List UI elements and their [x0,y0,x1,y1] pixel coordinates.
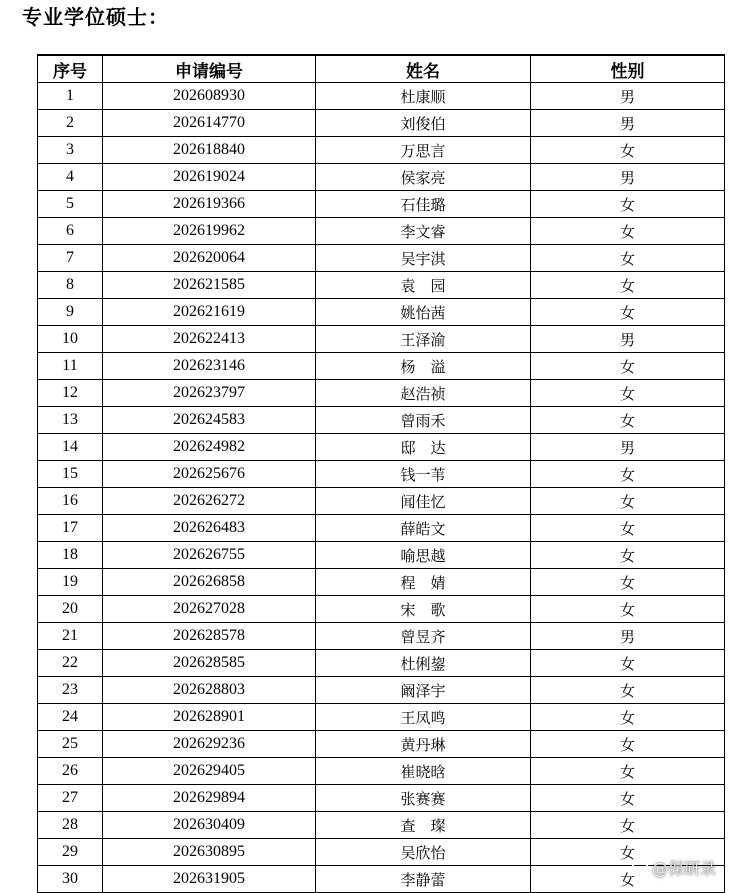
cell-index: 5 [38,191,103,218]
column-header-gender: 性别 [531,55,725,83]
cell-name: 闻佳忆 [316,488,531,515]
cell-gender: 女 [531,569,725,596]
table-row [38,245,725,272]
cell-application-number: 202618840 [103,137,316,164]
cell-name: 侯家亮 [316,164,531,191]
cell-index: 16 [38,488,103,515]
cell-index: 6 [38,218,103,245]
cell-gender: 男 [531,326,725,353]
cell-gender: 女 [531,461,725,488]
cell-application-number: 202626483 [103,515,316,542]
cell-index: 11 [38,353,103,380]
cell-name: 曾昱齐 [316,623,531,650]
cell-name: 万思言 [316,137,531,164]
cell-index: 13 [38,407,103,434]
table-row [38,623,725,650]
table-row [38,731,725,758]
watermark-text: @保研录 [651,859,716,878]
cell-name: 姚怡茜 [316,299,531,326]
cell-name: 黄丹琳 [316,731,531,758]
cell-index: 22 [38,650,103,677]
cell-gender: 女 [531,191,725,218]
cell-index: 4 [38,164,103,191]
cell-gender: 女 [531,380,725,407]
cell-gender: 女 [531,272,725,299]
cell-index: 15 [38,461,103,488]
cell-index: 9 [38,299,103,326]
table-row [38,488,725,515]
cell-application-number: 202614770 [103,110,316,137]
cell-name: 李文睿 [316,218,531,245]
cell-gender: 女 [531,677,725,704]
cell-index: 26 [38,758,103,785]
table-row [38,110,725,137]
cell-name: 钱一苇 [316,461,531,488]
cell-index: 8 [38,272,103,299]
cell-application-number: 202629405 [103,758,316,785]
cell-application-number: 202619366 [103,191,316,218]
cell-application-number: 202626272 [103,488,316,515]
cell-name: 曾雨禾 [316,407,531,434]
cell-index: 18 [38,542,103,569]
cell-index: 10 [38,326,103,353]
column-header-application-number: 申请编号 [103,55,316,83]
table-row [38,353,725,380]
cell-gender: 女 [531,866,725,893]
cell-index: 17 [38,515,103,542]
cell-gender: 女 [531,704,725,731]
cell-name: 薛皓文 [316,515,531,542]
cell-gender: 女 [531,758,725,785]
cell-name: 邸 达 [316,434,531,461]
cell-gender: 女 [531,542,725,569]
cell-gender: 女 [531,245,725,272]
cell-application-number: 202624583 [103,407,316,434]
cell-index: 27 [38,785,103,812]
cell-name: 喻思越 [316,542,531,569]
cell-index: 25 [38,731,103,758]
cell-gender: 女 [531,812,725,839]
cell-application-number: 202623146 [103,353,316,380]
cell-name: 宋 歌 [316,596,531,623]
cell-gender: 女 [531,488,725,515]
cell-gender: 女 [531,353,725,380]
table-row [38,137,725,164]
table-row [38,839,725,866]
cell-gender: 女 [531,650,725,677]
cell-application-number: 202608930 [103,83,316,110]
cell-name: 王泽渝 [316,326,531,353]
cell-application-number: 202621585 [103,272,316,299]
cell-application-number: 202619024 [103,164,316,191]
cell-name: 杜康顺 [316,83,531,110]
cell-index: 12 [38,380,103,407]
column-header-index: 序号 [38,55,103,83]
table-row [38,461,725,488]
table-row [38,515,725,542]
table-row [38,380,725,407]
chat-bubble-icon [631,861,649,875]
cell-name: 李静蕾 [316,866,531,893]
cell-name: 崔晓晗 [316,758,531,785]
cell-application-number: 202623797 [103,380,316,407]
table-row [38,83,725,110]
cell-name: 张赛赛 [316,785,531,812]
cell-index: 30 [38,866,103,893]
cell-application-number: 202628585 [103,650,316,677]
cell-application-number: 202628578 [103,623,316,650]
cell-application-number: 202629236 [103,731,316,758]
cell-application-number: 202627028 [103,596,316,623]
table-row [38,650,725,677]
table-row [38,326,725,353]
cell-index: 3 [38,137,103,164]
table-row [38,272,725,299]
table-row [38,785,725,812]
cell-gender: 女 [531,839,725,866]
cell-application-number: 202619962 [103,218,316,245]
cell-index: 29 [38,839,103,866]
table-body [38,83,725,893]
cell-application-number: 202628901 [103,704,316,731]
cell-name: 杜俐鋆 [316,650,531,677]
cell-name: 程 婧 [316,569,531,596]
cell-gender: 男 [531,623,725,650]
cell-name: 赵浩祯 [316,380,531,407]
cell-index: 7 [38,245,103,272]
table-row [38,569,725,596]
cell-index: 28 [38,812,103,839]
cell-gender: 女 [531,731,725,758]
table-row [38,299,725,326]
cell-gender: 女 [531,407,725,434]
cell-name: 吴欣怡 [316,839,531,866]
cell-application-number: 202626755 [103,542,316,569]
cell-name: 石佳璐 [316,191,531,218]
cell-application-number: 202628803 [103,677,316,704]
table-row [38,407,725,434]
cell-gender: 男 [531,164,725,191]
cell-gender: 男 [531,83,725,110]
table-row [38,704,725,731]
table-row [38,434,725,461]
table-header-row [38,55,725,83]
cell-index: 14 [38,434,103,461]
cell-index: 21 [38,623,103,650]
table-row [38,866,725,893]
cell-application-number: 202620064 [103,245,316,272]
table-row [38,191,725,218]
cell-gender: 女 [531,515,725,542]
column-header-name: 姓名 [316,55,531,83]
table-row [38,218,725,245]
cell-application-number: 202630895 [103,839,316,866]
cell-application-number: 202625676 [103,461,316,488]
table-row [38,812,725,839]
cell-gender: 女 [531,137,725,164]
page-title: 专业学位硕士： [22,5,169,29]
cell-application-number: 202624982 [103,434,316,461]
table-row [38,596,725,623]
cell-gender: 女 [531,785,725,812]
cell-name: 刘俊伯 [316,110,531,137]
cell-application-number: 202630409 [103,812,316,839]
cell-application-number: 202629894 [103,785,316,812]
watermark [631,856,716,879]
cell-index: 20 [38,596,103,623]
cell-application-number: 202631905 [103,866,316,893]
cell-name: 王凤鸣 [316,704,531,731]
cell-application-number: 202621619 [103,299,316,326]
table-row [38,758,725,785]
cell-name: 袁 园 [316,272,531,299]
cell-application-number: 202622413 [103,326,316,353]
cell-gender: 男 [531,434,725,461]
cell-index: 23 [38,677,103,704]
cell-index: 1 [38,83,103,110]
cell-index: 19 [38,569,103,596]
cell-name: 阚泽宇 [316,677,531,704]
table-row [38,677,725,704]
cell-index: 24 [38,704,103,731]
cell-gender: 女 [531,596,725,623]
cell-name: 查 璨 [316,812,531,839]
cell-name: 吴宇淇 [316,245,531,272]
cell-gender: 男 [531,110,725,137]
table-row [38,542,725,569]
cell-application-number: 202626858 [103,569,316,596]
cell-gender: 女 [531,218,725,245]
table-row [38,164,725,191]
cell-gender: 女 [531,299,725,326]
admission-list-table [37,54,725,893]
cell-name: 杨 溢 [316,353,531,380]
cell-index: 2 [38,110,103,137]
